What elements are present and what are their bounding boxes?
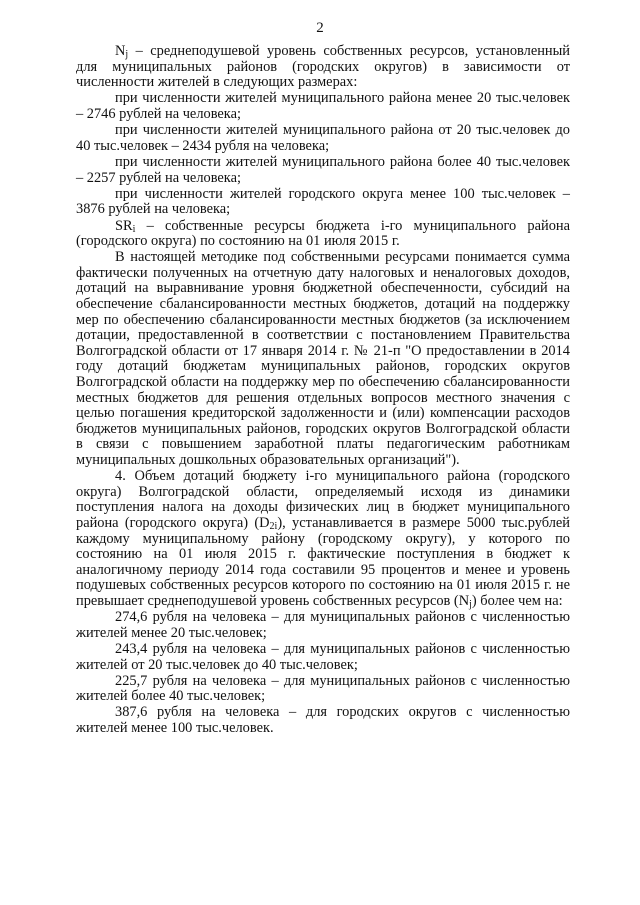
subscript: 2i — [269, 520, 278, 532]
text-run: – среднеподушевой уровень собственных ресурсов, установленный для муниципальных районов (городских округов) в зависимости от численности жителей в следующих размерах: — [76, 43, 570, 91]
text-run: В настоящей методике под собственными ресурсами понимается сумма фактически полученных на отчетную дату налоговых и неналоговых доходов, дотаций на выравнивание уровня бюджетной обеспеченности, субсидий на обеспечение сбалансированности местных бюджетов, дотаций на поддержку мер по обеспечению сбалансированности местных бюджетов (за исключением дотации, предоставленной в соответствии с постановлением Правительства Волгоградской области от 17 января 2014 г. № 21-п "О предоставлении в 2014 году дотаций бюджетам муниципальных районов, городских округов Волгоградской области на поддержку мер по обеспечению сбалансированности местных бюджетов для решения отдельных вопросов местного значения с целью погашения кредиторской задолженности и (или) компенсации расходов бюджетов муниципальных районов, городских округов Волгоградской области в связи с повышением заработной платы педагогическим работникам муниципальных дошкольных образовательных организаций"). — [76, 249, 570, 468]
paragraph — [76, 469, 570, 609]
paragraph — [76, 219, 570, 250]
paragraph — [76, 91, 570, 122]
paragraph — [76, 642, 570, 673]
text-run: при численности жителей муниципального района менее 20 тыс.человек – 2746 рублей на человека; — [76, 90, 570, 122]
text-run: ) более чем на: — [471, 592, 563, 609]
paragraph — [76, 250, 570, 468]
subscript: i — [132, 223, 136, 235]
paragraph — [76, 44, 570, 91]
text-run: 243,4 рубля на человека – для муниципальных районов с численностью жителей от 20 тыс.человек до 40 тыс.человек; — [76, 640, 570, 673]
paragraph — [76, 123, 570, 154]
paragraph — [76, 155, 570, 186]
paragraph — [76, 187, 570, 218]
text-run: при численности жителей муниципального района более 40 тыс.человек – 2257 рублей на человека; — [76, 153, 570, 186]
text-run: N — [115, 43, 126, 59]
document-body — [76, 44, 570, 737]
subscript: j — [469, 598, 472, 610]
page-number: 2 — [316, 20, 324, 36]
text-run: при численности жителей городского округа менее 100 тыс.человек – 3876 рублей на человека; — [76, 185, 570, 218]
paragraph — [76, 674, 570, 705]
text-run: SR — [115, 217, 133, 234]
paragraph — [76, 705, 570, 736]
paragraph — [76, 610, 570, 641]
text-run: 387,6 рубля на человека – для городских округов с численностью жителей менее 100 тыс.человек. — [76, 704, 570, 737]
text-run: – собственные ресурсы бюджета i-го муниципального района (городского округа) по состоянию на 01 июля 2015 г. — [76, 217, 570, 250]
text-run: 274,6 рубля на человека – для муниципальных районов с численностью жителей менее 20 тыс.человек; — [76, 609, 570, 641]
text-run: при численности жителей муниципального района от 20 тыс.человек до 40 тыс.человек – 2434 рубля на человека; — [76, 122, 570, 154]
subscript: j — [125, 49, 129, 60]
text-run: 4. Объем дотаций бюджету i-го муниципального района (городского округа) Волгоградской области, определяемый исходя из динамики поступления налога на доходы физических лиц в бюджет муниципального района (городского округа) (D — [76, 468, 570, 531]
text-run: ), устанавливается в размере 5000 тыс.рублей каждому муниципальному району (городскому округу), у которого по состоянию на 01 июля 2015 г. фактические поступления в бюджет к аналогичному периоду 2014 года составили 95 процентов и менее и уровень подушевых собственных ресурсов которого по состоянию на 01 июля 2015 г. не превышает среднеподушевой уровень собственных ресурсов (N — [76, 514, 570, 609]
text-run: 225,7 рубля на человека – для муниципальных районов с численностью жителей более 40 тыс.человек; — [76, 672, 570, 705]
